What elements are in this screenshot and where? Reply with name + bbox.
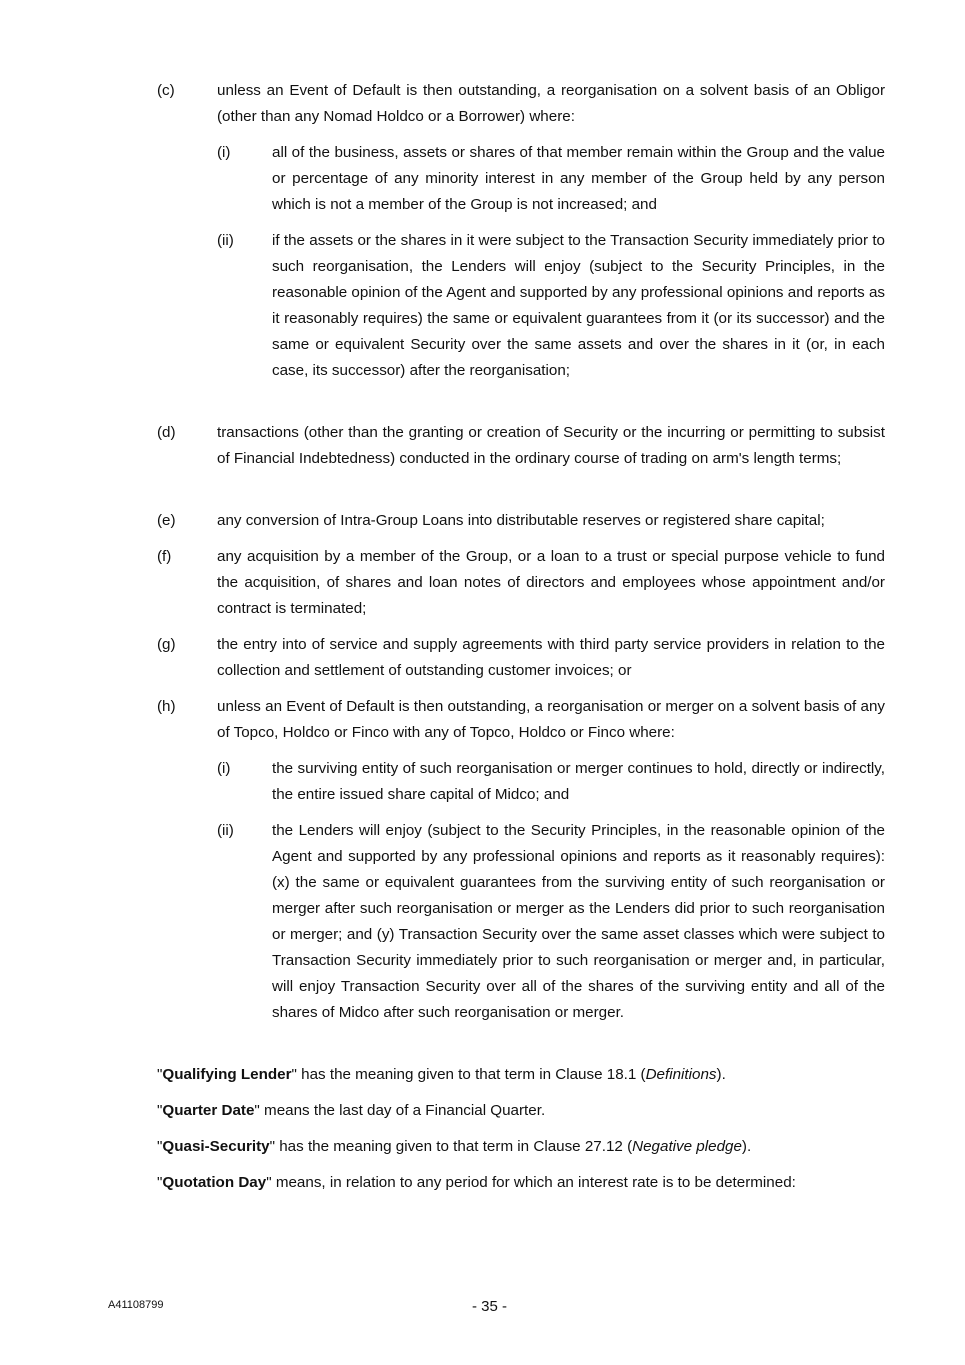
subclause-text: all of the business, assets or shares of that member remain within the Group and the value or percentage of any minority interest in any member of the Group held by any person which is not a member of the Group is not increased; and	[272, 144, 885, 213]
clause-label: (h)	[157, 698, 176, 715]
definition-quarter-date: "Quarter Date" means the last day of a Financial Quarter.	[157, 1102, 546, 1119]
clause-c	[157, 78, 885, 130]
clause-text: any acquisition by a member of the Group, or a loan to a trust or special purpose vehicle to fund the acquisition, of shares and loan notes of directors and employees whose appointment and/or contract is terminated;	[217, 548, 885, 617]
clause-label: (g)	[157, 636, 176, 653]
clause-e	[157, 508, 885, 534]
clause-label: (d)	[157, 424, 176, 441]
clause-h	[157, 694, 885, 746]
clause-label: (e)	[157, 512, 176, 529]
subclause-label: (ii)	[217, 822, 234, 839]
clause-c-i	[217, 140, 885, 218]
clause-text: unless an Event of Default is then outstanding, a reorganisation on a solvent basis of an Obligor (other than any Nomad Holdco or a Borrower) where:	[217, 82, 885, 125]
subclause-text: if the assets or the shares in it were subject to the Transaction Security immediately prior to such reorganisation, the Lenders will enjoy (subject to the Security Principles, in the reasonable opinion of the Agent and supported by any professional opinions and reports as it reasonably requires) the same or equivalent guarantees from it (or its successor) and the same or equivalent Security over the same assets and over the shares in it (or, in each case, its successor) after the reorganisation;	[272, 232, 885, 379]
clause-g	[157, 632, 885, 684]
page-number: - 35 -	[472, 1298, 508, 1315]
clause-reference: Definitions	[645, 1066, 717, 1083]
defined-term: Quotation Day	[162, 1174, 267, 1191]
definition-quasi-security: "Quasi-Security" has the meaning given to that term in Clause 27.12 (Negative pledge).	[157, 1138, 752, 1155]
clause-text: unless an Event of Default is then outstanding, a reorganisation or merger on a solvent basis of any of Topco, Holdco or Finco with any of Topco, Holdco or Finco where:	[217, 698, 885, 741]
clause-text: any conversion of Intra-Group Loans into distributable reserves or registered share capital;	[217, 512, 825, 529]
clause-f	[157, 544, 885, 622]
clause-text: the entry into of service and supply agreements with third party service providers in relation to the collection and settlement of outstanding customer invoices; or	[217, 636, 885, 679]
definition-qualifying-lender: "Qualifying Lender" has the meaning given to that term in Clause 18.1 (Definitions).	[157, 1066, 726, 1083]
clause-d	[157, 420, 885, 472]
subclause-text: the surviving entity of such reorganisation or merger continues to hold, directly or indirectly, the entire issued share capital of Midco; and	[272, 760, 885, 803]
defined-term: Qualifying Lender	[162, 1066, 292, 1083]
defined-term: Quasi-Security	[162, 1138, 270, 1155]
clause-h-i	[217, 756, 885, 808]
clause-reference: Negative pledge	[632, 1138, 742, 1155]
clause-h-ii	[217, 818, 885, 1026]
document-reference: A41108799	[108, 1299, 164, 1311]
clause-label: (f)	[157, 548, 172, 565]
defined-term: Quarter Date	[162, 1102, 255, 1119]
definition-quotation-day: "Quotation Day" means, in relation to any period for which an interest rate is to be determined:	[157, 1174, 796, 1191]
clause-text: transactions (other than the granting or creation of Security or the incurring or permitting to subsist of Financial Indebtedness) conducted in the ordinary course of trading on arm's length terms;	[217, 424, 885, 467]
clause-c-ii	[217, 228, 885, 384]
subclause-label: (i)	[217, 144, 231, 161]
clause-label: (c)	[157, 82, 175, 99]
subclause-label: (ii)	[217, 232, 234, 249]
subclause-text: the Lenders will enjoy (subject to the Security Principles, in the reasonable opinion of the Agent and supported by any professional opinions and reports as it reasonably requires): (x) the same or equivalent guarantees from the surviving entity of such reorganisation or merger after such reorganisation or merger as the Lenders did prior to such reorganisation or merger; and (y) Transaction Security over the same asset classes which were subject to Transaction Security immediately prior to such reorganisation or merger and, in particular, will enjoy Transaction Security over all of the shares of the surviving entity and all of the shares of Midco after such reorganisation or merger.	[272, 822, 885, 1021]
subclause-label: (i)	[217, 760, 231, 777]
